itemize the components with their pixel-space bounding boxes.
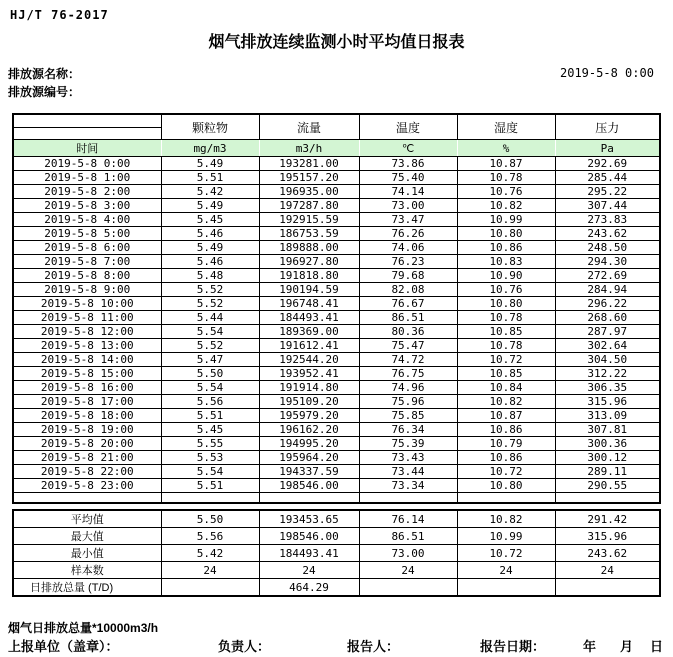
- page-title: 烟气排放连续监测小时平均值日报表: [208, 34, 465, 51]
- summary-value-cell: 315.96: [555, 528, 660, 545]
- value-cell: 186753.59: [259, 227, 359, 241]
- value-cell: 5.55: [161, 437, 259, 451]
- value-cell: 243.62: [555, 227, 660, 241]
- header-time-split-bottom: [13, 127, 161, 140]
- time-cell: 2019-5-8 9:00: [13, 283, 161, 297]
- time-cell: 2019-5-8 10:00: [13, 297, 161, 311]
- value-cell: 287.97: [555, 325, 660, 339]
- value-cell: 191612.41: [259, 339, 359, 353]
- summary-value-cell: 86.51: [359, 528, 457, 545]
- units-row: [13, 140, 660, 157]
- source-name-label: 排放源名称：: [8, 67, 81, 81]
- value-cell: 300.36: [555, 437, 660, 451]
- table-empty-row-group: [13, 493, 660, 504]
- value-cell: 10.80: [457, 479, 555, 493]
- time-cell: 2019-5-8 5:00: [13, 227, 161, 241]
- table-row: [13, 381, 660, 395]
- table-row: [13, 451, 660, 465]
- table-row: [13, 283, 660, 297]
- value-cell: 76.34: [359, 423, 457, 437]
- value-cell: 5.54: [161, 325, 259, 339]
- value-cell: 74.06: [359, 241, 457, 255]
- value-cell: 189888.00: [259, 241, 359, 255]
- time-cell: 2019-5-8 4:00: [13, 213, 161, 227]
- summary-value-cell: 5.42: [161, 545, 259, 562]
- report-date-label: 报告日期：: [480, 639, 546, 654]
- table-row: [13, 255, 660, 269]
- value-cell: 10.86: [457, 241, 555, 255]
- value-cell: 315.96: [555, 395, 660, 409]
- time-cell: 2019-5-8 7:00: [13, 255, 161, 269]
- value-cell: 296.22: [555, 297, 660, 311]
- time-cell: 2019-5-8 2:00: [13, 185, 161, 199]
- table-row: [13, 353, 660, 367]
- time-cell: 2019-5-8 11:00: [13, 311, 161, 325]
- summary-value-cell: 291.42: [555, 510, 660, 528]
- value-cell: 73.43: [359, 451, 457, 465]
- value-cell: 73.34: [359, 479, 457, 493]
- value-cell: 290.55: [555, 479, 660, 493]
- value-cell: 5.49: [161, 157, 259, 171]
- time-cell: 2019-5-8 16:00: [13, 381, 161, 395]
- value-cell: 304.50: [555, 353, 660, 367]
- value-cell: 10.78: [457, 311, 555, 325]
- value-cell: 196748.41: [259, 297, 359, 311]
- value-cell: 10.86: [457, 451, 555, 465]
- value-cell: 76.75: [359, 367, 457, 381]
- table-row: [13, 395, 660, 409]
- time-cell: 2019-5-8 19:00: [13, 423, 161, 437]
- time-cell: 2019-5-8 13:00: [13, 339, 161, 353]
- value-cell: 295.22: [555, 185, 660, 199]
- table-row: [13, 325, 660, 339]
- table-body: [13, 157, 660, 493]
- unit-temp: ℃: [359, 140, 457, 157]
- standard-code: HJ/T 76-2017: [10, 8, 109, 22]
- summary-value-cell: 184493.41: [259, 545, 359, 562]
- value-cell: 193281.00: [259, 157, 359, 171]
- value-cell: 10.86: [457, 423, 555, 437]
- summary-value-cell: 24: [457, 562, 555, 579]
- summary-value-cell: [359, 579, 457, 597]
- value-cell: 74.72: [359, 353, 457, 367]
- summary-label: 最小值: [13, 545, 161, 562]
- value-cell: 10.72: [457, 353, 555, 367]
- time-cell: 2019-5-8 6:00: [13, 241, 161, 255]
- time-cell: 2019-5-8 15:00: [13, 367, 161, 381]
- value-cell: 272.69: [555, 269, 660, 283]
- value-cell: 307.44: [555, 199, 660, 213]
- table-row: [13, 157, 660, 171]
- value-cell: 307.81: [555, 423, 660, 437]
- value-cell: 5.42: [161, 185, 259, 199]
- value-cell: 5.51: [161, 479, 259, 493]
- table-row: [13, 241, 660, 255]
- unit-pm: mg/m3: [161, 140, 259, 157]
- value-cell: 191914.80: [259, 381, 359, 395]
- summary-value-cell: 24: [555, 562, 660, 579]
- summary-row: [13, 545, 660, 562]
- value-cell: 80.36: [359, 325, 457, 339]
- summary-value-cell: 198546.00: [259, 528, 359, 545]
- value-cell: 5.51: [161, 171, 259, 185]
- value-cell: 5.46: [161, 255, 259, 269]
- report-table-area: [12, 113, 659, 597]
- table-row: [13, 227, 660, 241]
- value-cell: 82.08: [359, 283, 457, 297]
- time-cell: 2019-5-8 3:00: [13, 199, 161, 213]
- unit-humidity: %: [457, 140, 555, 157]
- table-row: [13, 311, 660, 325]
- time-cell: 2019-5-8 12:00: [13, 325, 161, 339]
- value-cell: 79.68: [359, 269, 457, 283]
- value-cell: 10.85: [457, 367, 555, 381]
- summary-row: [13, 510, 660, 528]
- value-cell: 5.56: [161, 395, 259, 409]
- value-cell: 5.48: [161, 269, 259, 283]
- table-row: [13, 171, 660, 185]
- value-cell: 10.76: [457, 185, 555, 199]
- summary-label: 样本数: [13, 562, 161, 579]
- summary-value-cell: [161, 579, 259, 597]
- summary-value-cell: 24: [161, 562, 259, 579]
- report-datetime: 2019-5-8 0:00: [560, 66, 654, 80]
- value-cell: 195964.20: [259, 451, 359, 465]
- header-time-split-top: [13, 114, 161, 127]
- summary-label: 平均值: [13, 510, 161, 528]
- value-cell: 5.53: [161, 451, 259, 465]
- time-cell: 2019-5-8 21:00: [13, 451, 161, 465]
- value-cell: 10.87: [457, 157, 555, 171]
- hourly-data-table: [12, 113, 661, 504]
- value-cell: 194995.20: [259, 437, 359, 451]
- value-cell: 75.40: [359, 171, 457, 185]
- summary-table: [12, 509, 661, 597]
- value-cell: 302.64: [555, 339, 660, 353]
- value-cell: 73.00: [359, 199, 457, 213]
- summary-value-cell: 10.72: [457, 545, 555, 562]
- value-cell: 273.83: [555, 213, 660, 227]
- time-cell: 2019-5-8 20:00: [13, 437, 161, 451]
- table-row: [13, 409, 660, 423]
- table-row: [13, 185, 660, 199]
- value-cell: 75.96: [359, 395, 457, 409]
- total-emission-note: 烟气日排放总量*10000m3/h: [8, 621, 159, 635]
- value-cell: 196162.20: [259, 423, 359, 437]
- summary-value-cell: 464.29: [259, 579, 359, 597]
- value-cell: 184493.41: [259, 311, 359, 325]
- value-cell: 195979.20: [259, 409, 359, 423]
- time-cell: 2019-5-8 1:00: [13, 171, 161, 185]
- summary-row: [13, 562, 660, 579]
- value-cell: 193952.41: [259, 367, 359, 381]
- value-cell: 73.86: [359, 157, 457, 171]
- value-cell: 197287.80: [259, 199, 359, 213]
- value-cell: 75.85: [359, 409, 457, 423]
- value-cell: 294.30: [555, 255, 660, 269]
- table-row: [13, 479, 660, 493]
- value-cell: 76.23: [359, 255, 457, 269]
- value-cell: 192915.59: [259, 213, 359, 227]
- summary-value-cell: 10.82: [457, 510, 555, 528]
- manager-label: 负责人：: [218, 639, 271, 654]
- value-cell: 86.51: [359, 311, 457, 325]
- column-header-temp: 温度: [359, 114, 457, 140]
- summary-label: 日排放总量 (T/D): [13, 579, 161, 597]
- value-cell: 5.52: [161, 283, 259, 297]
- column-header-humidity: 湿度: [457, 114, 555, 140]
- table-row: [13, 437, 660, 451]
- unit-pressure: Pa: [555, 140, 660, 157]
- column-header-flow: 流量: [259, 114, 359, 140]
- time-cell: 2019-5-8 23:00: [13, 479, 161, 493]
- value-cell: 10.85: [457, 325, 555, 339]
- table-row: [13, 367, 660, 381]
- summary-table-body: [13, 510, 660, 596]
- column-header-pm: 颗粒物: [161, 114, 259, 140]
- value-cell: 76.67: [359, 297, 457, 311]
- value-cell: 248.50: [555, 241, 660, 255]
- value-cell: 10.90: [457, 269, 555, 283]
- value-cell: 189369.00: [259, 325, 359, 339]
- value-cell: 10.84: [457, 381, 555, 395]
- summary-value-cell: 193453.65: [259, 510, 359, 528]
- header-row-top: [13, 114, 660, 127]
- year-label: 年: [583, 639, 597, 654]
- value-cell: 10.79: [457, 437, 555, 451]
- value-cell: 196927.80: [259, 255, 359, 269]
- summary-label: 最大值: [13, 528, 161, 545]
- column-header-pressure: 压力: [555, 114, 660, 140]
- value-cell: 5.47: [161, 353, 259, 367]
- table-row: [13, 465, 660, 479]
- time-header-cell: 时间: [13, 140, 161, 157]
- value-cell: 194337.59: [259, 465, 359, 479]
- value-cell: 5.51: [161, 409, 259, 423]
- value-cell: 5.45: [161, 213, 259, 227]
- value-cell: 285.44: [555, 171, 660, 185]
- time-cell: 2019-5-8 14:00: [13, 353, 161, 367]
- time-cell: 2019-5-8 17:00: [13, 395, 161, 409]
- value-cell: 5.52: [161, 339, 259, 353]
- day-label: 日: [650, 639, 664, 654]
- value-cell: 10.82: [457, 395, 555, 409]
- summary-value-cell: 76.14: [359, 510, 457, 528]
- time-cell: 2019-5-8 0:00: [13, 157, 161, 171]
- value-cell: 5.49: [161, 199, 259, 213]
- value-cell: 10.80: [457, 297, 555, 311]
- value-cell: 195109.20: [259, 395, 359, 409]
- value-cell: 312.22: [555, 367, 660, 381]
- table-row: [13, 297, 660, 311]
- value-cell: 268.60: [555, 311, 660, 325]
- value-cell: 10.83: [457, 255, 555, 269]
- summary-row: [13, 528, 660, 545]
- value-cell: 5.50: [161, 367, 259, 381]
- empty-row: [13, 493, 660, 504]
- value-cell: 10.76: [457, 283, 555, 297]
- value-cell: 10.99: [457, 213, 555, 227]
- time-cell: 2019-5-8 22:00: [13, 465, 161, 479]
- value-cell: 192544.20: [259, 353, 359, 367]
- value-cell: 313.09: [555, 409, 660, 423]
- table-row: [13, 199, 660, 213]
- value-cell: 10.87: [457, 409, 555, 423]
- table-row: [13, 423, 660, 437]
- value-cell: 289.11: [555, 465, 660, 479]
- value-cell: 190194.59: [259, 283, 359, 297]
- value-cell: 195157.20: [259, 171, 359, 185]
- summary-value-cell: 73.00: [359, 545, 457, 562]
- time-cell: 2019-5-8 18:00: [13, 409, 161, 423]
- table-row: [13, 269, 660, 283]
- value-cell: 292.69: [555, 157, 660, 171]
- value-cell: 300.12: [555, 451, 660, 465]
- reporter-label: 报告人：: [347, 639, 400, 654]
- value-cell: 74.96: [359, 381, 457, 395]
- value-cell: 10.78: [457, 339, 555, 353]
- time-cell: 2019-5-8 8:00: [13, 269, 161, 283]
- summary-value-cell: 24: [259, 562, 359, 579]
- value-cell: 191818.80: [259, 269, 359, 283]
- value-cell: 10.82: [457, 199, 555, 213]
- table-row: [13, 213, 660, 227]
- value-cell: 5.54: [161, 381, 259, 395]
- report-unit-label: 上报单位（盖章）：: [8, 639, 119, 654]
- value-cell: 74.14: [359, 185, 457, 199]
- summary-value-cell: [555, 579, 660, 597]
- value-cell: 73.47: [359, 213, 457, 227]
- summary-value-cell: [457, 579, 555, 597]
- summary-value-cell: 24: [359, 562, 457, 579]
- summary-value-cell: 243.62: [555, 545, 660, 562]
- value-cell: 5.54: [161, 465, 259, 479]
- value-cell: 5.45: [161, 423, 259, 437]
- value-cell: 198546.00: [259, 479, 359, 493]
- value-cell: 10.72: [457, 465, 555, 479]
- unit-flow: m3/h: [259, 140, 359, 157]
- value-cell: 5.52: [161, 297, 259, 311]
- value-cell: 196935.00: [259, 185, 359, 199]
- table-row: [13, 339, 660, 353]
- value-cell: 284.94: [555, 283, 660, 297]
- value-cell: 75.39: [359, 437, 457, 451]
- value-cell: 76.26: [359, 227, 457, 241]
- summary-row: [13, 579, 660, 597]
- value-cell: 75.47: [359, 339, 457, 353]
- value-cell: 5.46: [161, 227, 259, 241]
- value-cell: 10.80: [457, 227, 555, 241]
- value-cell: 73.44: [359, 465, 457, 479]
- value-cell: 10.78: [457, 171, 555, 185]
- value-cell: 5.44: [161, 311, 259, 325]
- month-label: 月: [620, 639, 634, 654]
- summary-value-cell: 5.50: [161, 510, 259, 528]
- source-code-label: 排放源编号：: [8, 85, 81, 99]
- summary-value-cell: 10.99: [457, 528, 555, 545]
- value-cell: 306.35: [555, 381, 660, 395]
- value-cell: 5.49: [161, 241, 259, 255]
- table-header: [13, 114, 660, 157]
- summary-value-cell: 5.56: [161, 528, 259, 545]
